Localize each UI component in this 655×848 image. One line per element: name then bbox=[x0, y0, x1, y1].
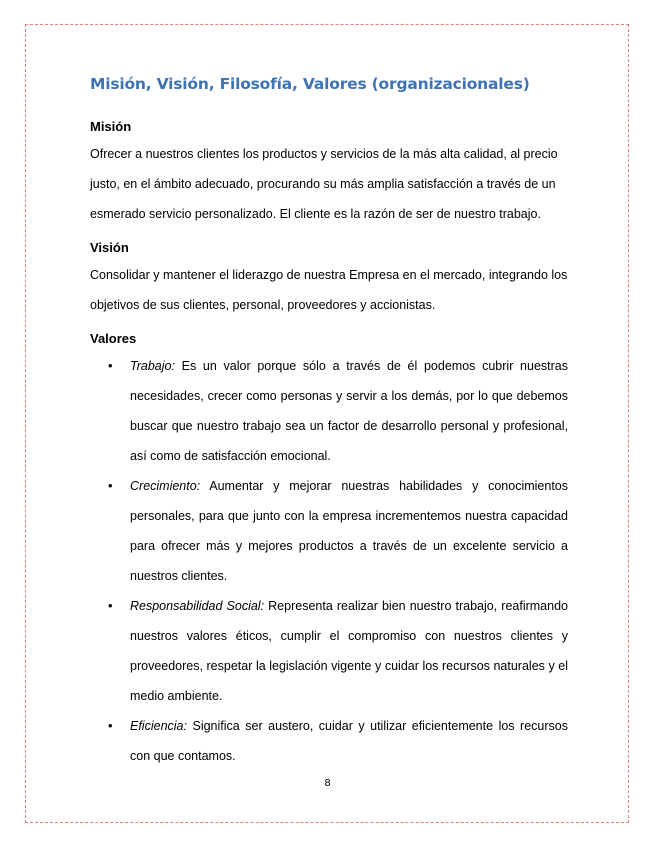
document-body bbox=[90, 72, 568, 771]
bullet-icon: • bbox=[108, 598, 113, 613]
valor-text: Significa ser austero, cuidar y utilizar eficientemente los recursos con que contamos. bbox=[130, 719, 568, 763]
valor-term: Responsabilidad Social: bbox=[130, 599, 265, 613]
bullet-icon: • bbox=[108, 478, 113, 493]
page-number: 8 bbox=[324, 778, 331, 789]
vision-heading: Visión bbox=[90, 240, 129, 255]
vision-text: Consolidar y mantener el liderazgo de nuestra Empresa en el mercado, integrando los objetivos de sus clientes, personal, proveedores y accionistas. bbox=[90, 268, 568, 312]
valor-text: Aumentar y mejorar nuestras habilidades y conocimientos personales, para que junto con la empresa incrementemos nuestra capacidad para ofrecer más y mejores productos a través de un excelente servicio a nuestros clientes. bbox=[130, 479, 568, 583]
valor-item-responsabilidad-social bbox=[90, 591, 568, 711]
valor-item-eficiencia bbox=[90, 711, 568, 771]
valor-term: Trabajo: bbox=[130, 359, 175, 373]
bullet-icon: • bbox=[108, 358, 113, 373]
valor-term: Eficiencia: bbox=[130, 719, 187, 733]
bullet-icon: • bbox=[108, 718, 113, 733]
mision-text: Ofrecer a nuestros clientes los productos y servicios de la más alta calidad, al precio justo, en el ámbito adecuado, procurando su más amplia satisfacción a través de un esmerado servicio personalizado. El cliente es la razón de ser de nuestro trabajo. bbox=[90, 147, 558, 221]
valor-term: Crecimiento: bbox=[130, 479, 201, 493]
section-title: Misión, Visión, Filosofía, Valores (organizacionales) bbox=[90, 75, 530, 93]
valor-text: Representa realizar bien nuestro trabajo, reafirmando nuestros valores éticos, cumplir el compromiso con nuestros clientes y proveedores, respetar la legislación vigente y cuidar los recursos naturales y el medio ambiente. bbox=[130, 599, 568, 703]
valor-text: Es un valor porque sólo a través de él podemos cubrir nuestras necesidades, crecer como personas y servir a los demás, por lo que debemos buscar que nuestro trabajo sea un factor de desarrollo personal y profesional, así como de satisfacción emocional. bbox=[130, 359, 568, 463]
valor-item-crecimiento bbox=[90, 471, 568, 591]
valor-item-trabajo bbox=[90, 351, 568, 471]
mision-heading: Misión bbox=[90, 119, 132, 134]
valores-heading: Valores bbox=[90, 331, 137, 346]
valores-list bbox=[90, 351, 568, 771]
